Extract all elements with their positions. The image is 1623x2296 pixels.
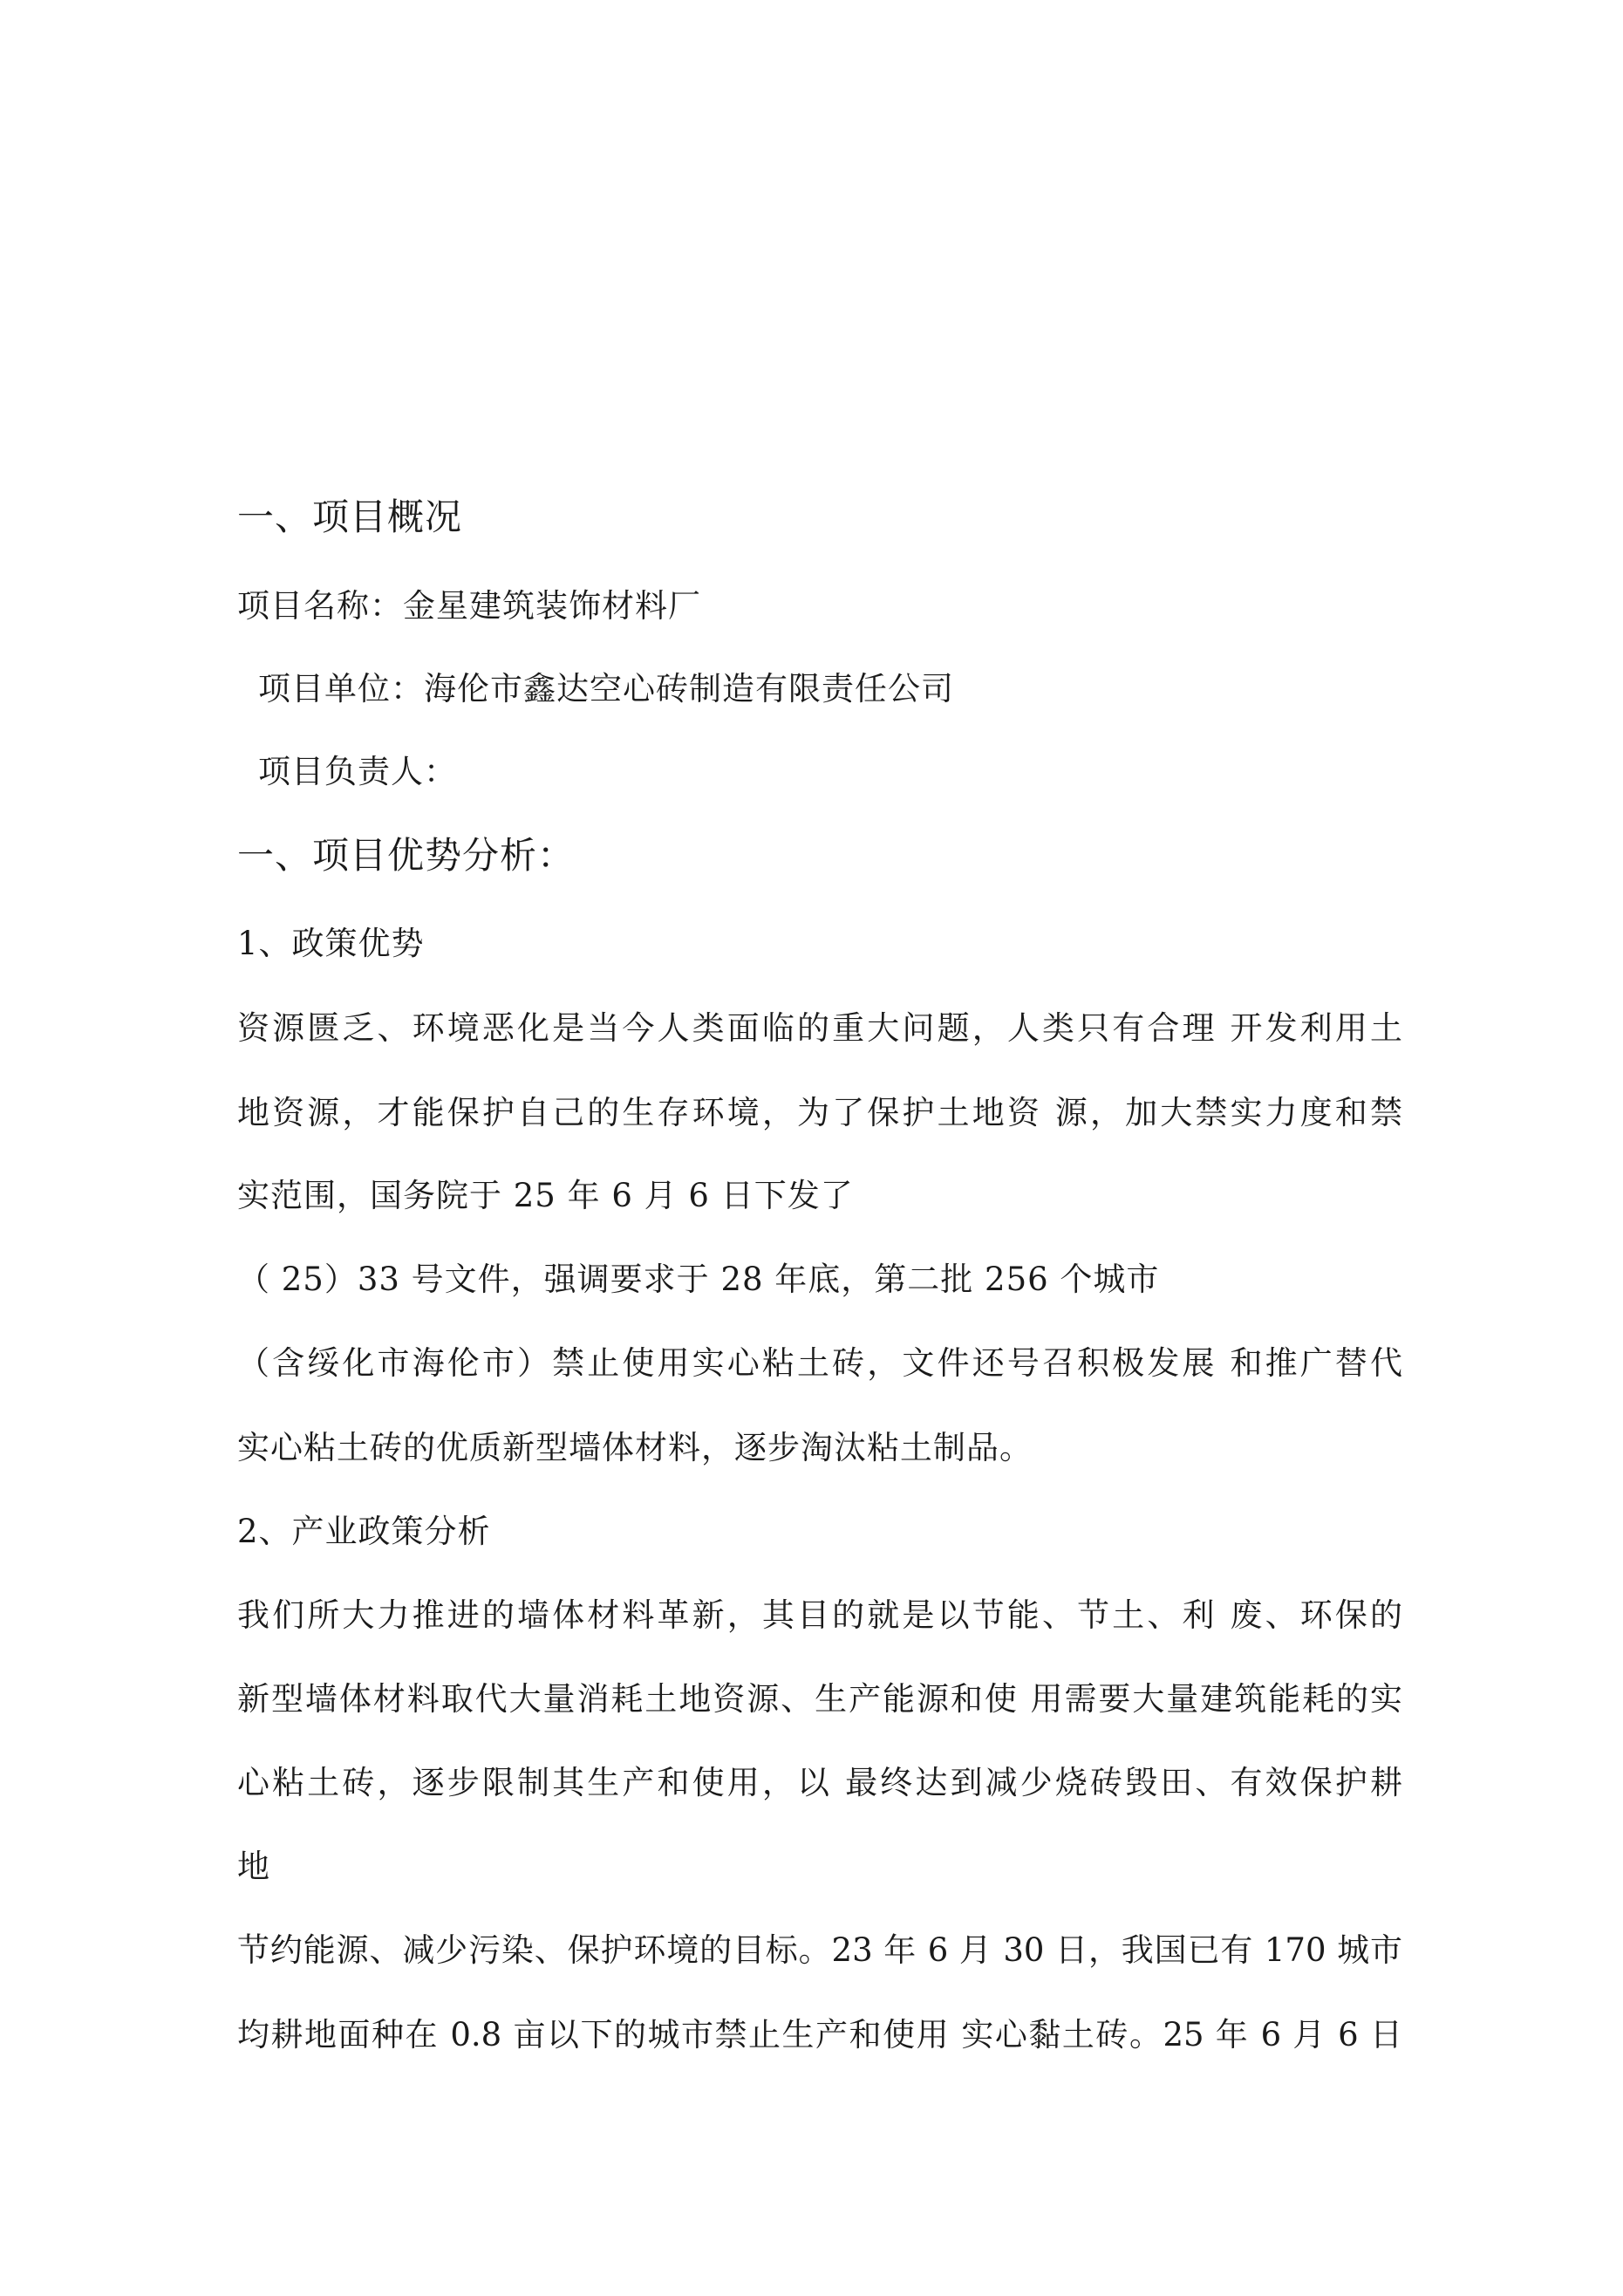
paragraph-line: 实范围，国务院于 25 年 6 月 6 日下发了 <box>237 1177 854 1214</box>
paragraph-line: （含绥化市海伦市）禁止使用实心粘土砖，文件还号召积极发展 和推广替代 <box>237 1344 1402 1382</box>
paragraph-line: 地 <box>237 1848 270 1885</box>
section-heading-overview: 一、项目概况 <box>237 495 463 538</box>
project-leader-line: 项目负责人： <box>258 753 457 790</box>
paragraph-line: （ 25）33 号文件，强调要求于 28 年底，第二批 256 个城市 <box>237 1261 1160 1298</box>
paragraph-line: 我们所大力推进的墙体材料革新，其目的就是以节能、节土、利 废、环保的 <box>237 1596 1402 1634</box>
section-heading-advantages: 一、项目优势分析： <box>237 834 576 877</box>
paragraph-line: 节约能源、减少污染、保护环境的目标。23 年 6 月 30 日，我国已有 170 城市 <box>237 1931 1402 1969</box>
paragraph-line: 实心粘土砖的优质新型墙体材料，逐步淘汰粘土制品。 <box>237 1429 1033 1466</box>
paragraph-line: 心粘土砖，逐步限制其生产和使用，以 最终达到减少烧砖毁田、有效保护耕 <box>237 1764 1402 1801</box>
project-name-line: 项目名称：金星建筑装饰材料厂 <box>237 587 701 625</box>
subheading-policy-advantage: 1、政策优势 <box>237 925 425 962</box>
subheading-industry-policy: 2、产业政策分析 <box>237 1513 491 1550</box>
project-unit-line: 项目单位：海伦市鑫达空心砖制造有限责任公司 <box>258 670 954 707</box>
paragraph-line: 新型墙体材料取代大量消耗土地资源、生产能源和使 用需要大量建筑能耗的实 <box>237 1680 1402 1718</box>
paragraph-line: 资源匮乏、环境恶化是当今人类面临的重大问题，人类只有合理 开发利用土 <box>237 1009 1402 1047</box>
paragraph-line: 均耕地面种在 0.8 亩以下的城市禁止生产和使用 实心黏土砖。25 年 6 月 6 日 <box>237 2016 1402 2053</box>
paragraph-line: 地资源，才能保护自己的生存环境，为了保护土地资 源，加大禁实力度和禁 <box>237 1094 1402 1131</box>
